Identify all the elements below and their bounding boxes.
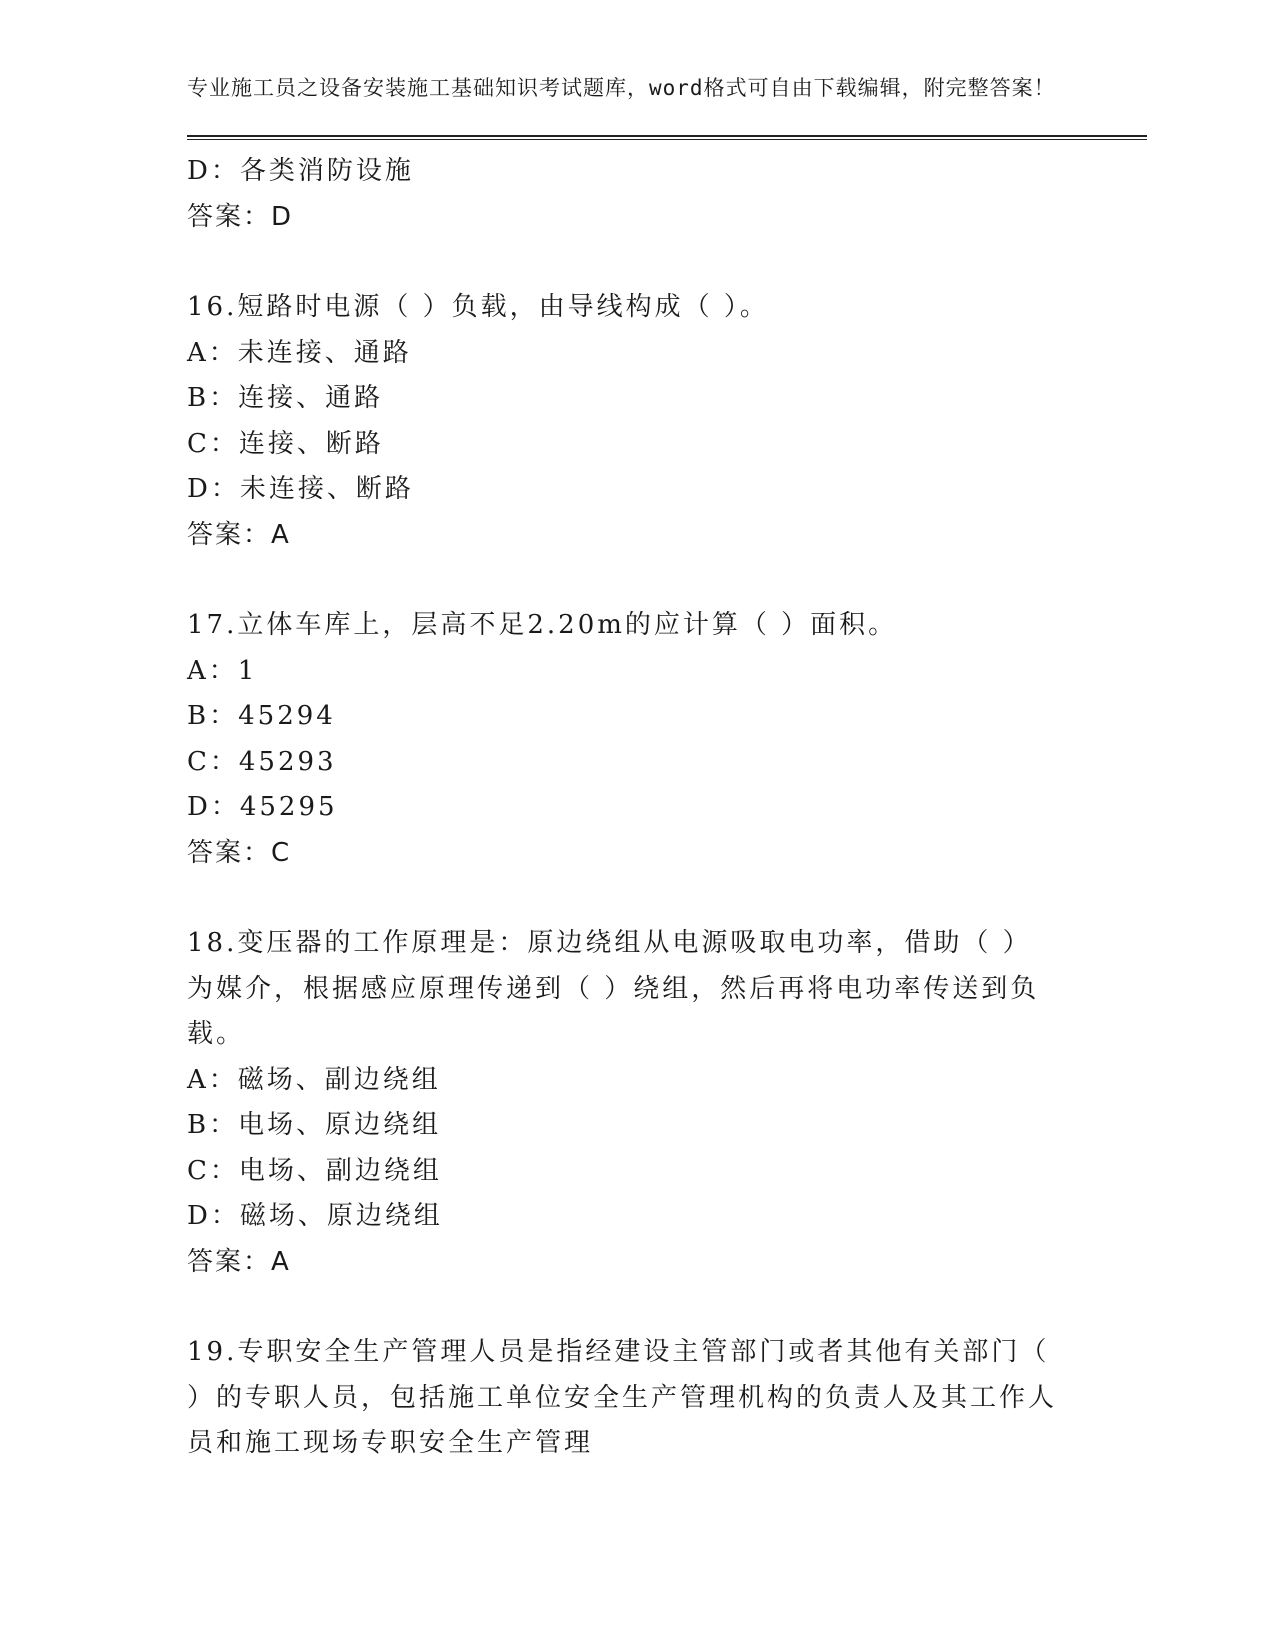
option-d: D：45295 bbox=[187, 792, 338, 822]
option-c: C：连接、断路 bbox=[187, 428, 384, 459]
spacer bbox=[187, 1285, 1147, 1330]
spacer bbox=[187, 240, 1147, 285]
option-d: D：未连接、断路 bbox=[187, 474, 414, 504]
spacer bbox=[187, 876, 1147, 921]
spacer bbox=[187, 558, 1147, 603]
option-c: C：电场、副边绕组 bbox=[187, 1155, 442, 1186]
document-page bbox=[187, 72, 1147, 1467]
option-a: A：磁场、副边绕组 bbox=[187, 1064, 441, 1095]
question-19 bbox=[187, 1330, 1147, 1467]
document-header: 专业施工员之设备安装施工基础知识考试题库，word格式可自由下载编辑，附完整答案！ bbox=[187, 76, 1056, 100]
option-b: B：电场、原边绕组 bbox=[187, 1110, 442, 1140]
option-a: A：1 bbox=[187, 655, 258, 686]
prev-option-d: D：各类消防设施 bbox=[187, 156, 414, 186]
option-b: B：连接、通路 bbox=[187, 383, 384, 413]
prev-answer: 答案：D bbox=[187, 201, 294, 232]
answer: 答案：A bbox=[187, 519, 291, 550]
option-d: D：磁场、原边绕组 bbox=[187, 1201, 443, 1231]
question-text: 18.变压器的工作原理是：原边绕组从电源吸取电功率，借助（ ）为媒介，根据感应原理传递到（ ）绕组，然后再将电功率传送到负载。 bbox=[187, 928, 1040, 1049]
answer: 答案：C bbox=[187, 837, 292, 868]
option-a: A：未连接、通路 bbox=[187, 337, 412, 368]
question-text: 16.短路时电源（ ）负载，由导线构成（ ）。 bbox=[187, 292, 769, 322]
question-text: 19.专职安全生产管理人员是指经建设主管部门或者其他有关部门（ ）的专职人员，包括施工单位安全生产管理机构的负责人及其工作人员和施工现场专职安全生产管理 bbox=[187, 1337, 1058, 1458]
question-text: 17.立体车库上，层高不足2.20m的应计算（ ）面积。 bbox=[187, 610, 898, 640]
option-b: B：45294 bbox=[187, 701, 336, 731]
question-list bbox=[187, 149, 1147, 1467]
question-16 bbox=[187, 285, 1147, 558]
header-divider bbox=[187, 135, 1147, 140]
question-18 bbox=[187, 921, 1147, 1285]
question-17 bbox=[187, 603, 1147, 876]
option-c: C：45293 bbox=[187, 746, 337, 777]
answer: 答案：A bbox=[187, 1246, 291, 1277]
